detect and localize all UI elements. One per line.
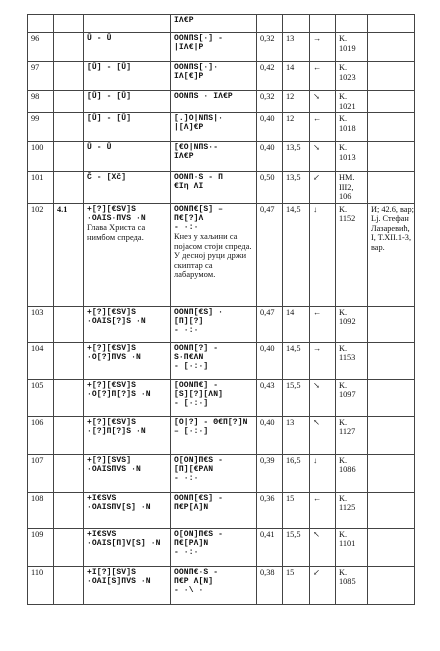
collection-reference-line: K. <box>339 307 348 317</box>
collection-reference-line: HM. <box>339 173 355 183</box>
table-row <box>28 379 415 416</box>
collection-reference <box>336 416 368 454</box>
table-row <box>28 203 415 306</box>
reverse-legend <box>171 62 257 91</box>
weight-value: 0,32 <box>257 91 283 113</box>
collection-reference-line: 1085 <box>339 577 356 587</box>
table-row <box>28 113 415 142</box>
reverse-legend <box>171 203 257 306</box>
table-row <box>28 306 415 342</box>
reverse-legend-line: - [·:·] <box>174 399 209 409</box>
type-number: 4.1 <box>54 203 84 306</box>
die-axis-arrow: ← <box>310 492 336 528</box>
table-row <box>28 15 415 33</box>
obverse-legend-line: [Ū] - [Ū] <box>87 92 132 101</box>
obverse-legend-line: ·[?]Π[?]S ·Ν <box>87 426 146 436</box>
diameter-value: 14 <box>283 62 310 91</box>
collection-reference <box>336 379 368 416</box>
die-axis-arrow: ← <box>310 306 336 342</box>
die-axis-arrow: ↘ <box>310 91 336 113</box>
type-number <box>54 492 84 528</box>
reverse-legend-line: - ·\ · <box>174 586 204 596</box>
catalog-number: 106 <box>28 416 54 454</box>
literature-note <box>368 142 415 172</box>
die-axis-arrow: ↙ <box>310 566 336 604</box>
obverse-legend <box>84 142 171 172</box>
reverse-legend <box>171 454 257 492</box>
obverse-legend <box>84 342 171 379</box>
collection-reference-line: K. <box>339 455 348 465</box>
table-body <box>28 15 415 605</box>
reverse-legend <box>171 492 257 528</box>
collection-reference-line: K. <box>339 204 348 214</box>
obverse-legend-line: +[?][SVS] <box>87 455 132 465</box>
diameter-value: 12 <box>283 91 310 113</box>
obverse-legend-line: +Ι€SVS <box>87 529 117 539</box>
table-row <box>28 454 415 492</box>
die-axis-arrow: ↙ <box>310 172 336 204</box>
catalog-number: 98 <box>28 91 54 113</box>
obverse-legend-line: ·Ο[?]Π[?]S ·Ν <box>87 389 151 399</box>
reverse-legend-line: [€Ο|ΝΠS·- <box>174 143 219 153</box>
reverse-legend-line: [Ο|?] - Θ€Π[?]Ν <box>174 417 248 427</box>
weight-value: 0,41 <box>257 528 283 566</box>
literature-note <box>368 492 415 528</box>
diameter-value <box>283 15 310 33</box>
collection-reference <box>336 492 368 528</box>
reverse-legend-line: |ΙΛ€|P <box>174 43 204 53</box>
reverse-legend-line: |[Λ]€P <box>174 123 204 133</box>
type-number <box>54 15 84 33</box>
obverse-legend-line: ·Ο[?]ΠVS ·Ν <box>87 352 141 362</box>
diameter-value: 15,5 <box>283 528 310 566</box>
collection-reference <box>336 33 368 62</box>
catalog-number: 107 <box>28 454 54 492</box>
collection-reference <box>336 62 368 91</box>
obverse-legend <box>84 566 171 604</box>
literature-note <box>368 62 415 91</box>
weight-value: 0,40 <box>257 416 283 454</box>
obverse-legend-line: Č - [Χč] <box>87 173 127 183</box>
weight-value: 0,47 <box>257 306 283 342</box>
obverse-legend <box>84 528 171 566</box>
diameter-value: 15 <box>283 492 310 528</box>
type-number <box>54 113 84 142</box>
obverse-legend-description: Глава Христа са нимбом спреда. <box>87 223 146 242</box>
catalog-number: 103 <box>28 306 54 342</box>
table-row <box>28 528 415 566</box>
collection-reference-line: 1013 <box>339 152 356 162</box>
reverse-legend-line: – [·:·] <box>174 426 209 436</box>
table-row <box>28 342 415 379</box>
collection-reference-line: K. <box>339 343 348 353</box>
reverse-legend <box>171 566 257 604</box>
obverse-legend-line: ·ΟΑΙS[?]S ·Ν <box>87 316 146 326</box>
type-number <box>54 379 84 416</box>
literature-note <box>368 416 415 454</box>
obverse-legend <box>84 91 171 113</box>
type-number <box>54 454 84 492</box>
obverse-legend <box>84 379 171 416</box>
reverse-legend-line: ΟΟΝΠ[€S] · <box>174 307 224 317</box>
diameter-value: 13 <box>283 416 310 454</box>
literature-note <box>368 33 415 62</box>
literature-note <box>368 172 415 204</box>
collection-reference <box>336 203 368 306</box>
reverse-legend-line: Π€[ΡΛ]Ν <box>174 538 209 548</box>
collection-reference-line: 1021 <box>339 101 356 111</box>
reverse-legend-line: ΙΛ[€]P <box>174 72 204 82</box>
collection-reference-line: K. <box>339 63 348 72</box>
literature-note <box>368 379 415 416</box>
collection-reference-line: K. <box>339 92 348 101</box>
reverse-legend <box>171 113 257 142</box>
table-row <box>28 142 415 172</box>
literature-note-line: Lj. Стефан <box>371 214 409 224</box>
catalog-number <box>28 15 54 33</box>
reverse-legend-line: ΟΟΝΠ[€S] - <box>174 493 224 503</box>
reverse-legend-line: Π€Ρ[Λ]Ν <box>174 502 209 512</box>
table-row <box>28 33 415 62</box>
reverse-legend-line: Π€[?]Λ <box>174 213 204 223</box>
diameter-value: 13,5 <box>283 142 310 172</box>
collection-reference <box>336 566 368 604</box>
obverse-legend-line: ·ΟΑΙ[S]ΠVS ·Ν <box>87 576 151 586</box>
diameter-value: 16,5 <box>283 454 310 492</box>
catalog-number: 104 <box>28 342 54 379</box>
table-row <box>28 91 415 113</box>
weight-value <box>257 15 283 33</box>
weight-value: 0,42 <box>257 62 283 91</box>
type-number <box>54 566 84 604</box>
collection-reference <box>336 528 368 566</box>
collection-reference <box>336 454 368 492</box>
collection-reference-line: K. <box>339 114 348 124</box>
catalog-number: 105 <box>28 379 54 416</box>
weight-value: 0,40 <box>257 113 283 142</box>
literature-note <box>368 528 415 566</box>
diameter-value: 14,5 <box>283 203 310 306</box>
collection-reference <box>336 142 368 172</box>
reverse-legend-line: ΟΟΝΠS[·]· <box>174 63 219 72</box>
collection-reference-line: 1092 <box>339 317 356 327</box>
collection-reference-line: 1086 <box>339 465 356 475</box>
type-number <box>54 306 84 342</box>
collection-reference <box>336 172 368 204</box>
reverse-legend <box>171 528 257 566</box>
literature-note <box>368 566 415 604</box>
diameter-value: 12 <box>283 113 310 142</box>
table-row <box>28 62 415 91</box>
reverse-legend-line: - ·:· <box>174 548 199 558</box>
catalog-number: 100 <box>28 142 54 172</box>
diameter-value: 14 <box>283 306 310 342</box>
table-row <box>28 172 415 204</box>
collection-reference-line: 1023 <box>339 72 356 82</box>
reverse-legend-line: €Ιη ΛΙ <box>174 182 204 192</box>
reverse-legend <box>171 15 257 33</box>
reverse-legend-line: Ο[ΟΝ]Π€S - <box>174 455 224 465</box>
reverse-legend <box>171 416 257 454</box>
collection-reference-line: 1125 <box>339 503 356 513</box>
weight-value: 0,39 <box>257 454 283 492</box>
obverse-legend <box>84 113 171 142</box>
catalog-number: 102 <box>28 203 54 306</box>
obverse-legend <box>84 15 171 33</box>
weight-value: 0,40 <box>257 342 283 379</box>
collection-reference-line: 1127 <box>339 427 356 437</box>
obverse-legend-line: ·ΟΑΙS[Π]V[S] ·Ν <box>87 538 161 548</box>
literature-note <box>368 203 415 306</box>
collection-reference <box>336 342 368 379</box>
collection-reference-line: 1152 <box>339 214 356 224</box>
collection-reference-line: 1101 <box>339 539 356 549</box>
table-row <box>28 416 415 454</box>
reverse-legend <box>171 91 257 113</box>
reverse-legend-line: ΟΟΝΠ[?] - <box>174 343 219 353</box>
reverse-legend-description: Кнез у хаљини са појасом стоји спреда. У десној руци држи скиптар са лабарумом. <box>174 232 252 280</box>
collection-reference <box>336 15 368 33</box>
reverse-legend-line: - ·:· <box>174 326 199 336</box>
table-row <box>28 492 415 528</box>
catalog-number: 108 <box>28 492 54 528</box>
reverse-legend <box>171 379 257 416</box>
obverse-legend <box>84 172 171 204</box>
reverse-legend <box>171 33 257 62</box>
reverse-legend <box>171 142 257 172</box>
reverse-legend-line: ΟΟΝΠS · ΙΛ€P <box>174 92 233 101</box>
die-axis-arrow: ↖ <box>310 528 336 566</box>
reverse-legend-line: S·Π€ΛΝ <box>174 352 204 362</box>
weight-value: 0,36 <box>257 492 283 528</box>
collection-reference-line: K. <box>339 143 348 153</box>
table-row <box>28 566 415 604</box>
catalog-number: 97 <box>28 62 54 91</box>
type-number <box>54 91 84 113</box>
collection-reference <box>336 91 368 113</box>
obverse-legend <box>84 306 171 342</box>
catalog-number: 96 <box>28 33 54 62</box>
reverse-legend-line: [.]Ο|ΝΠS|· <box>174 114 224 124</box>
collection-reference-line: 1153 <box>339 353 356 363</box>
weight-value: 0,47 <box>257 203 283 306</box>
die-axis-arrow: ← <box>310 62 336 91</box>
catalog-number: 99 <box>28 113 54 142</box>
reverse-legend-line: - [·:·] <box>174 362 209 372</box>
die-axis-arrow: ↘ <box>310 379 336 416</box>
diameter-value: 13 <box>283 33 310 62</box>
literature-note-line: Лазаревић, <box>371 223 410 233</box>
collection-reference <box>336 306 368 342</box>
type-number <box>54 142 84 172</box>
die-axis-arrow: ← <box>310 113 336 142</box>
die-axis-arrow: ↓ <box>310 454 336 492</box>
coin-catalog-table <box>27 14 415 605</box>
obverse-legend <box>84 203 171 306</box>
obverse-legend-line: [Ū] - [Ū] <box>87 114 132 124</box>
obverse-legend-line: +[?][€SV]S <box>87 307 137 317</box>
literature-note <box>368 306 415 342</box>
collection-reference <box>336 113 368 142</box>
die-axis-arrow: → <box>310 342 336 379</box>
reverse-legend-line: ΙΛ€P <box>174 152 194 162</box>
type-number <box>54 416 84 454</box>
collection-reference-line: K. <box>339 493 348 503</box>
obverse-legend-line: ·ΟΑΙS·ΠVS ·Ν <box>87 213 146 223</box>
reverse-legend-line: ΟΟΝΠ€·S - <box>174 567 219 577</box>
die-axis-arrow: ↘ <box>310 142 336 172</box>
collection-reference-line: K. <box>339 567 348 577</box>
obverse-legend <box>84 416 171 454</box>
reverse-legend-line: ΟΟΝΠS[·] - <box>174 34 224 43</box>
die-axis-arrow: ↓ <box>310 203 336 306</box>
type-number <box>54 172 84 204</box>
obverse-legend-line: Ū - Ū <box>87 143 112 153</box>
collection-reference-line: 1019 <box>339 43 356 53</box>
reverse-legend-line: - ·:· <box>174 474 199 484</box>
obverse-legend <box>84 492 171 528</box>
reverse-legend <box>171 306 257 342</box>
weight-value: 0,38 <box>257 566 283 604</box>
catalog-number: 101 <box>28 172 54 204</box>
weight-value: 0,50 <box>257 172 283 204</box>
reverse-legend-line: [S][?][ΛΝ] <box>174 389 224 399</box>
obverse-legend-line: +Ι[?][SV]S <box>87 567 137 577</box>
literature-note-line: вар. <box>371 242 385 252</box>
reverse-legend-line: ΙΛ€P <box>174 16 194 25</box>
obverse-legend-line: [Ū] - [Ū] <box>87 63 132 72</box>
obverse-legend-line: +[?][€SV]S <box>87 380 137 390</box>
collection-reference-line: K. <box>339 417 348 427</box>
literature-note <box>368 342 415 379</box>
collection-reference-line: 1018 <box>339 123 356 133</box>
collection-reference-line: K. <box>339 529 348 539</box>
type-number <box>54 62 84 91</box>
reverse-legend-line: Π€Ρ Λ[Ν] <box>174 576 214 586</box>
weight-value: 0,43 <box>257 379 283 416</box>
obverse-legend-line: +[?][€SV]S <box>87 343 137 353</box>
literature-note <box>368 15 415 33</box>
obverse-legend-line: +Ι€SVS <box>87 493 117 503</box>
collection-reference-line: 106 <box>339 192 352 202</box>
diameter-value: 15 <box>283 566 310 604</box>
obverse-legend <box>84 454 171 492</box>
catalog-number: 109 <box>28 528 54 566</box>
diameter-value: 15,5 <box>283 379 310 416</box>
obverse-legend-line: ·ΟΑΙSΠV[S] ·Ν <box>87 502 151 512</box>
reverse-legend-line: ΟΟΝΠ€[S] – <box>174 204 224 214</box>
catalog-number: 110 <box>28 566 54 604</box>
type-number <box>54 342 84 379</box>
die-axis-arrow: → <box>310 33 336 62</box>
obverse-legend <box>84 33 171 62</box>
diameter-value: 13,5 <box>283 172 310 204</box>
reverse-legend-line: - ·:· <box>174 223 199 233</box>
weight-value: 0,32 <box>257 33 283 62</box>
obverse-legend-line: +[?][€SV]S <box>87 417 137 427</box>
die-axis-arrow: ↖ <box>310 416 336 454</box>
literature-note <box>368 91 415 113</box>
reverse-legend-line: [Π][€ΡΛΝ <box>174 464 214 474</box>
type-number <box>54 528 84 566</box>
collection-reference-line: III2, <box>339 182 354 192</box>
obverse-legend-line: Ū - Ū <box>87 34 112 43</box>
literature-note <box>368 113 415 142</box>
collection-reference-line: 1097 <box>339 390 356 400</box>
weight-value: 0,40 <box>257 142 283 172</box>
obverse-legend <box>84 62 171 91</box>
reverse-legend <box>171 172 257 204</box>
literature-note-line: I, T.XII.1-3, <box>371 233 412 243</box>
collection-reference-line: K. <box>339 34 348 43</box>
obverse-legend-line: +[?][€SV]S <box>87 204 137 214</box>
literature-note <box>368 454 415 492</box>
reverse-legend <box>171 342 257 379</box>
literature-note-line: И; 42.6, вар; <box>371 204 414 214</box>
reverse-legend-line: Ο[ΟΝ]Π€S - <box>174 529 224 539</box>
reverse-legend-line: ΟΟΝΠ·S - Π <box>174 173 224 183</box>
reverse-legend-line: [Π][?] <box>174 316 204 326</box>
reverse-legend-line: [ΟΟΝΠ€] - <box>174 380 219 390</box>
type-number <box>54 33 84 62</box>
collection-reference-line: K. <box>339 380 348 390</box>
diameter-value: 14,5 <box>283 342 310 379</box>
obverse-legend-line: ·ΟΑΙSΠVS ·Ν <box>87 464 141 474</box>
die-axis-arrow <box>310 15 336 33</box>
